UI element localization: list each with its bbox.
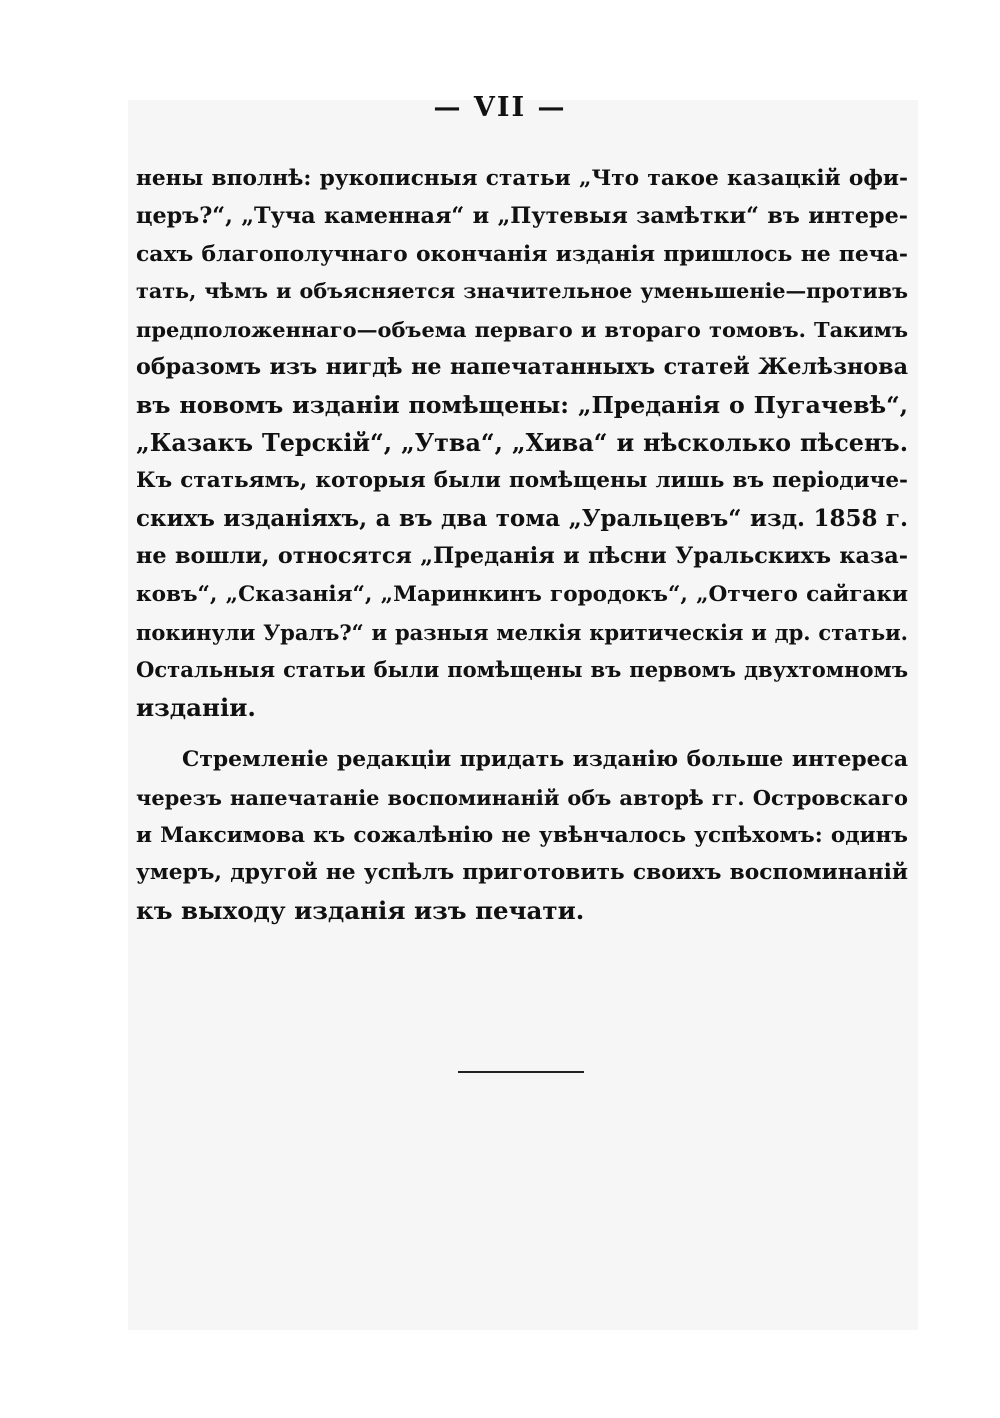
text-line: тать, чѣмъ и объясняется значительное уменьшеніе—противъ <box>136 279 908 304</box>
text-line: умеръ, другой не успѣлъ приготовить своихъ воспоминаній <box>136 860 908 886</box>
text-line: изданіи. <box>136 693 256 723</box>
text-line: ковъ“, „Сказанія“, „Маринкинъ городокъ“, „Отчего сайгаки <box>136 581 908 607</box>
text-line: сахъ благополучнаго окончанія изданія пришлось не печа- <box>136 240 908 267</box>
text-line: не вошли, относятся „Преданія и пѣсни Уральскихъ каза- <box>136 542 908 569</box>
paragraph-1 <box>136 160 908 727</box>
text-line: Остальныя статьи были помѣщены въ первомъ двухтомномъ <box>136 657 908 683</box>
text-line: „Казакъ Терскій“, „Утва“, „Хива“ и нѣсколько пѣсенъ. <box>136 428 908 457</box>
body-text <box>136 160 908 930</box>
text-line: и Максимова къ сожалѣнію не увѣнчалось успѣхомъ: одинъ <box>136 822 908 848</box>
text-line: къ выходу изданія изъ печати. <box>136 896 585 926</box>
paragraph-2 <box>136 741 908 930</box>
text-line: въ новомъ изданіи помѣщены: „Преданія о Пугачевѣ“, <box>136 390 908 419</box>
text-line: нены вполнѣ: рукописныя статьи „Что такое казацкій офи- <box>136 166 908 191</box>
text-line: покинули Уралъ?“ и разныя мелкія критическія и др. статьи. <box>136 619 908 645</box>
page-number: — VII — <box>433 92 567 123</box>
text-line: образомъ изъ нигдѣ не напечатанныхъ статей Желѣзнова <box>136 353 908 380</box>
section-end-rule <box>458 1071 584 1073</box>
text-line: церъ?“, „Туча каменная“ и „Путевыя замѣтки“ въ интере- <box>136 202 908 229</box>
text-line: черезъ напечатаніе воспоминаній объ авторѣ гг. Островскаго <box>136 784 908 810</box>
text-line: предположеннаго—объема перваго и втораго томовъ. Такимъ <box>136 317 908 343</box>
text-line: Къ статьямъ, которыя были помѣщены лишь въ періодиче- <box>136 468 908 494</box>
text-line: Стремленіе редакціи придать изданію больше интереса <box>182 745 908 772</box>
paragraph-spacer <box>136 727 908 741</box>
text-line: скихъ изданіяхъ, а въ два тома „Уральцевъ“ изд. 1858 г. <box>136 505 908 533</box>
